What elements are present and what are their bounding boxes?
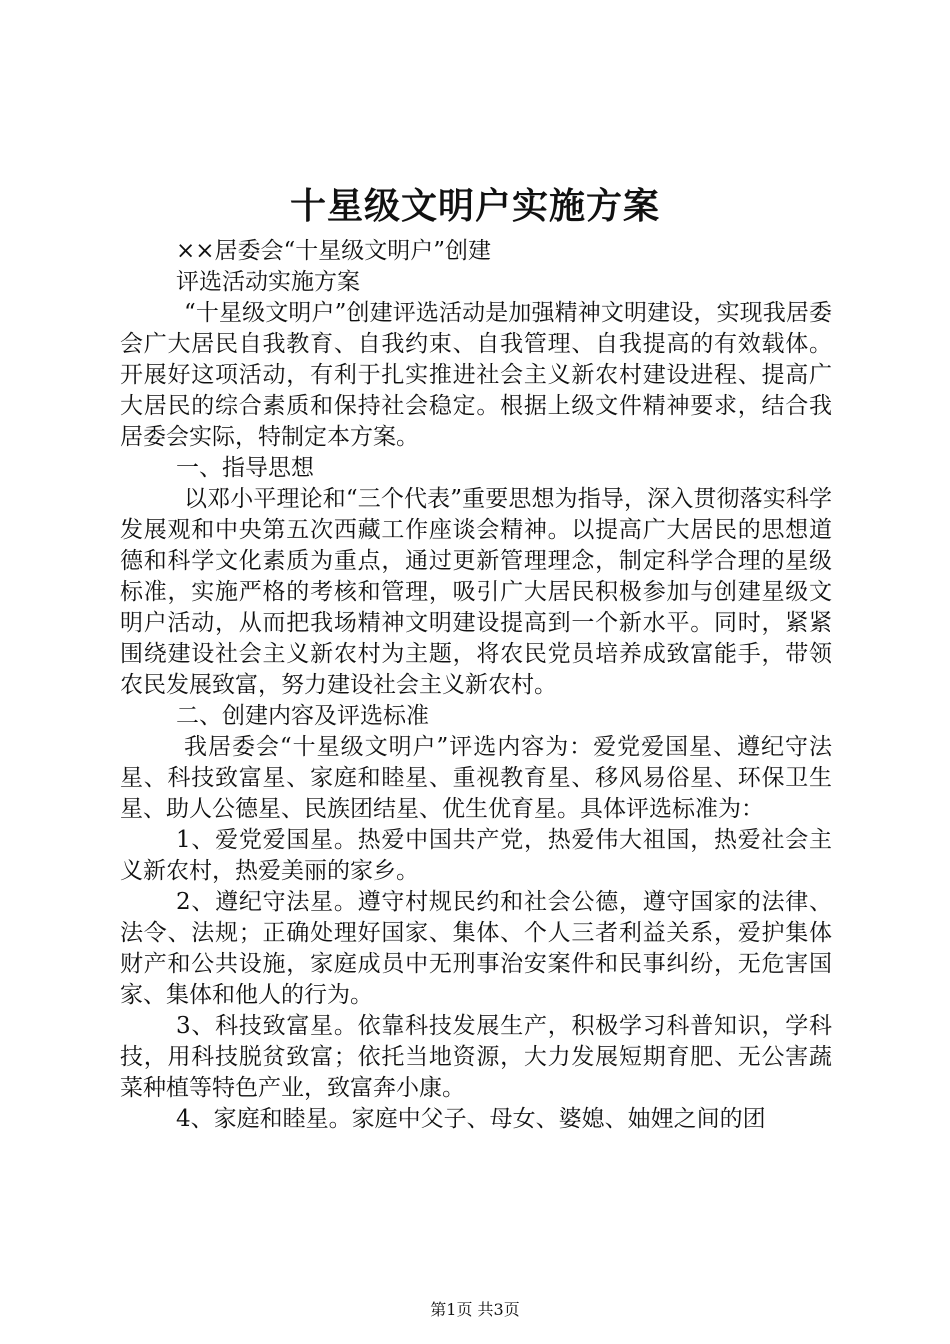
list-item-2: 2、遵纪守法星。遵守村规民约和社会公德，遵守国家的法律、法令、法规；正确处理好国家、集体、个人三者利益关系，爱护集体财产和公共设施，家庭成员中无刑事治安案件和民事纠纷，无危害国家、集体和他人的行为。 [120,889,832,1008]
document-title: 十星级文明户实施方案 [289,185,660,227]
paragraph-content: 我居委会“十星级文明户”评选内容为：爱党爱国星、遵纪守法星、科技致富星、家庭和睦星、重视教育星、移风易俗星、环保卫生星、助人公德星、民族团结星、优生优育星。具体评选标准为： [120,734,832,822]
document-body [120,236,832,1135]
section-heading-1: 一、指导思想 [176,455,314,481]
list-item-3: 3、科技致富星。依靠科技发展生产，积极学习科普知识，学科技，用科技脱贫致富；依托当地资源，大力发展短期育肥、无公害蔬菜种植等特色产业，致富奔小康。 [120,1013,832,1101]
subtitle-line-2: 评选活动实施方案 [176,269,360,295]
page-footer: 第1页 共3页 [430,1300,520,1319]
paragraph-intro: “十星级文明户”创建评选活动是加强精神文明建设，实现我居委会广大居民自我教育、自我约束、自我管理、自我提高的有效载体。开展好这项活动，有利于扎实推进社会主义新农村建设进程、提高广大居民的综合素质和保持社会稳定。根据上级文件精神要求，结合我居委会实际，特制定本方案。 [120,300,832,450]
subtitle-line-1: ××居委会“十星级文明户”创建 [176,238,492,264]
list-item-1: 1、爱党爱国星。热爱中国共产党，热爱伟大祖国，热爱社会主义新农村，热爱美丽的家乡。 [120,827,832,884]
paragraph-guiding-thought: 以邓小平理论和“三个代表”重要思想为指导，深入贯彻落实科学发展观和中央第五次西藏工作座谈会精神。以提高广大居民的思想道德和科学文化素质为重点，通过更新管理理念，制定科学合理的星级标准，实施严格的考核和管理，吸引广大居民积极参加与创建星级文明户活动，从而把我场精神文明建设提高到一个新水平。同时，紧紧围绕建设社会主义新农村为主题，将农民党员培养成致富能手，带领农民发展致富，努力建设社会主义新农村。 [120,486,832,698]
section-heading-2: 二、创建内容及评选标准 [176,703,429,729]
list-item-4: 4、家庭和睦星。家庭中父子、母女、婆媳、妯娌之间的团 [176,1106,766,1132]
